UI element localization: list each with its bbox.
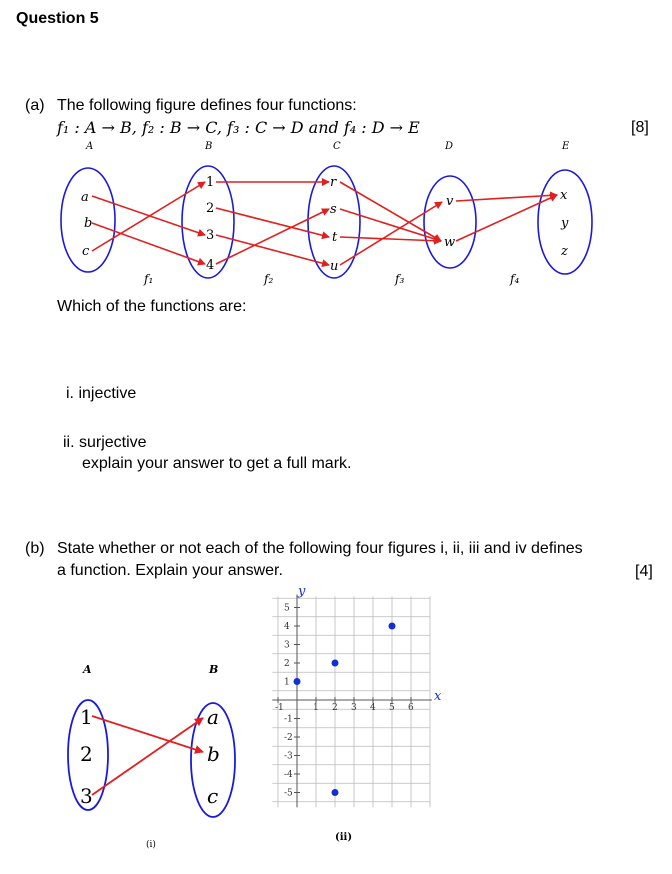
figure-i-caption: (i) [146, 840, 156, 850]
element-s: s [330, 202, 337, 217]
data-point [389, 623, 396, 630]
part-a-definitions: f₁ : A → B, f₂ : B → C, f₃ : C → D and f₄ : D → E [57, 118, 420, 137]
element-2: 2 [206, 201, 215, 216]
set-label-a: A [86, 141, 94, 152]
set-label-d: D [445, 141, 454, 152]
figure-i-right-b: b [207, 742, 220, 766]
y-tick-label: 3 [284, 640, 290, 651]
part-b-marks: [4] [635, 563, 653, 580]
element-c: c [82, 244, 90, 259]
y-tick-label: 1 [284, 677, 290, 688]
plot-x-axis-label: x [434, 689, 442, 704]
element-u: u [330, 259, 339, 274]
x-tick-label: 5 [389, 703, 395, 713]
element-b: b [84, 216, 93, 231]
element-y: y [561, 216, 569, 231]
figure-i-set-b-label: B [209, 663, 219, 676]
y-tick-label: -4 [284, 770, 293, 780]
label-f3: f₃ [395, 272, 405, 286]
functions-figure [0, 135, 672, 295]
figure-i-right-c: c [207, 784, 219, 808]
figure-i-left-3: 3 [80, 784, 93, 808]
explain-instruction: explain your answer to get a full mark. [82, 455, 352, 472]
set-label-e: E [562, 141, 570, 152]
y-tick-label: -2 [284, 733, 293, 743]
figure-i-set-a-label: A [83, 663, 92, 676]
arrow-s-w [340, 209, 441, 241]
part-a-marks: [8] [631, 119, 649, 136]
set-label-c: C [333, 141, 341, 152]
y-tick-label: 4 [284, 622, 290, 632]
item-injective: i. injective [66, 385, 137, 402]
part-b-prefix: (b) [25, 540, 45, 557]
label-f4: f₄ [510, 272, 520, 286]
x-tick-label: 4 [370, 703, 376, 713]
figure-i [0, 655, 260, 855]
set-d-ellipse [424, 176, 476, 268]
plot-grid [272, 596, 430, 807]
plot-tick-labels [275, 604, 414, 799]
element-3: 3 [206, 228, 215, 243]
element-v: v [446, 194, 454, 209]
element-4: 4 [206, 258, 215, 273]
x-tick-label: 6 [408, 703, 414, 713]
which-functions-prompt: Which of the functions are: [57, 298, 247, 315]
label-f1: f₁ [144, 272, 154, 286]
part-b-line1: State whether or not each of the following four figures i, ii, iii and iv defines [57, 540, 583, 557]
y-tick-label: -3 [284, 751, 293, 762]
plot-axes [272, 595, 432, 808]
y-tick-label: -1 [284, 714, 293, 725]
data-point [332, 660, 339, 667]
figure-i-right-a: a [207, 705, 219, 729]
data-point [332, 789, 339, 796]
figure-i-left-1: 1 [80, 705, 93, 729]
y-tick-label: -5 [284, 788, 293, 799]
element-w: w [444, 235, 456, 250]
item-surjective: ii. surjective [63, 434, 147, 451]
x-tick-label: 1 [313, 703, 319, 713]
x-tick-label: 2 [332, 703, 338, 713]
x-tick-label: 3 [351, 703, 357, 713]
element-z: z [561, 244, 568, 259]
part-a-prefix: (a) [25, 97, 45, 114]
set-label-b: B [205, 141, 213, 152]
figure-ii-plot [255, 585, 455, 855]
arrow-c-1 [92, 182, 205, 251]
label-f2: f₂ [264, 272, 274, 286]
plot-y-axis-label: y [298, 585, 306, 599]
element-r: r [330, 175, 337, 190]
figure-ii-caption: (ii) [335, 832, 353, 843]
element-1: 1 [206, 175, 215, 190]
y-tick-label: 5 [284, 603, 290, 614]
arrow-w-x [456, 195, 557, 241]
part-a-intro: The following figure defines four functions: [57, 97, 357, 114]
data-point [294, 678, 301, 685]
element-t: t [332, 230, 338, 245]
part-b-line2: a function. Explain your answer. [57, 562, 283, 579]
question-title: Question 5 [16, 10, 99, 27]
element-x: x [560, 188, 568, 203]
element-a: a [81, 190, 89, 205]
x-tick-label: -1 [275, 703, 284, 713]
y-tick-label: 2 [284, 659, 290, 669]
figure-i-left-2: 2 [80, 742, 93, 766]
